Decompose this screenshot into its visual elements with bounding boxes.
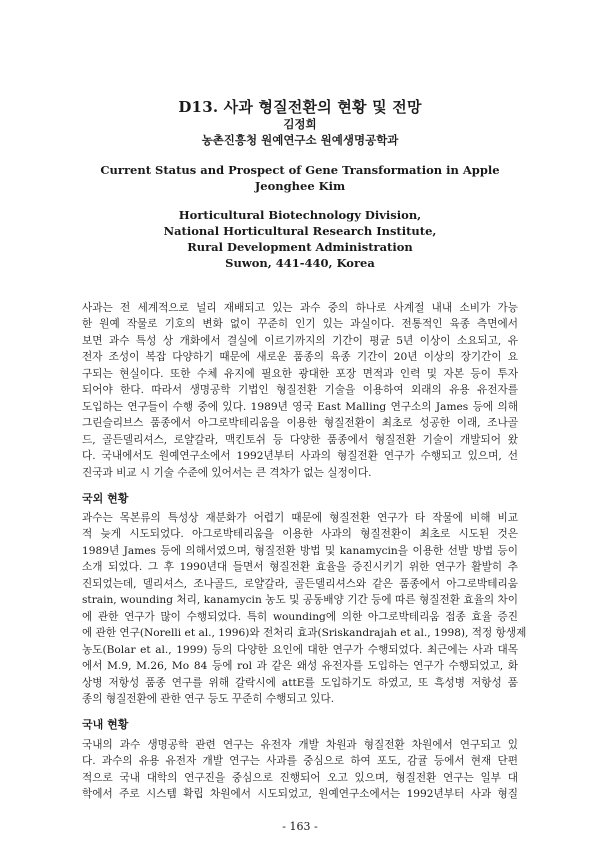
text-line: 진되었는데, 델리셔스, 조나골드, 로얄갈라, 골든델리셔스와 같은 품종에서 아그로박테리움 [82, 577, 518, 590]
author-korean: 김정희 [283, 117, 317, 131]
text-line: 보면 과수 특성 상 개화에서 결실에 이르기까지의 기간이 평균 5년 이상이 소요되고, 유 [82, 334, 518, 347]
affiliation-line: Horticultural Biotechnology Division, [178, 208, 422, 222]
text-line: 종의 형질전환에 관한 연구 등도 꾸준히 수행되고 있다. [82, 692, 335, 705]
affiliation-line: National Horticultural Research Institute, [163, 224, 437, 238]
text-line: 구되는 현실이다. 또한 수체 유지에 필요한 광대한 포장 면적과 인력 및 자본 등이 투자 [82, 367, 518, 380]
text-line: 다. 과수의 유용 유전자 개발 연구는 사과를 중심으로 하여 포도, 감귤 등에서 현재 단편 [82, 755, 518, 768]
paper-title: D13. 사과 형질전환의 현황 및 전망 [178, 98, 422, 116]
text-line: 에서 M.9, M.26, Mo 84 등에 rol 과 같은 왜성 유전자를 도입하는 연구가 수행되었고, 화 [82, 660, 518, 673]
text-line: 한 원예 작물로 기호의 변화 없이 꾸준히 인기 있는 과실이다. 전통적인 육종 측면에서 [82, 318, 518, 331]
paper-title-english: Current Status and Prospect of Gene Transformation in Apple [100, 163, 500, 177]
text-line: 전자 조성이 복잡 다양하기 때문에 새로운 품종의 육종 기간이 20년 이상의 장기간이 요 [82, 351, 518, 364]
text-line: 드, 골든델리셔스, 로얄갈라, 맥킨토쉬 등 다양한 품종에서 형질전환 기술이 개발되어 왔 [82, 433, 518, 446]
section-heading-domestic: 국내 현황 [82, 718, 129, 731]
affiliation-english [0, 207, 600, 271]
section-domestic-paragraph [82, 737, 518, 803]
text-line: 사과는 전 세계적으로 널리 재배되고 있는 과수 중의 하나로 사계절 내내 소비가 가능 [82, 302, 518, 314]
text-line: 다. 국내에서도 원예연구소에서 1992년부터 사과의 형질전환 연구가 수행되고 있으며, 선 [82, 450, 518, 463]
text-line: 과수는 목본류의 특성상 재분화가 어렵기 때문에 형질전환 연구가 타 작물에 비해 비교 [82, 512, 518, 524]
text-line: strain, wounding 처리, kanamycin 농도 및 공동배양 기간 등에 따른 형질전환 효율의 차이 [82, 594, 518, 607]
text-line: 학에서 주로 시스템 확립 차원에서 시도되었고, 원예연구소에서는 1992년부터 사과 형질 [82, 788, 518, 801]
affiliation-line: Rural Development Administration [187, 240, 413, 254]
abstract-paragraph [82, 300, 518, 481]
text-line: 되어야 한다. 따라서 생명공학 기법인 형질전환 기술을 이용하여 외래의 유용 유전자를 [82, 384, 518, 397]
affiliation-korean: 농촌진흥청 원예연구소 원예생명공학과 [201, 133, 399, 147]
author-english: Jeonghee Kim [254, 179, 346, 193]
affiliation-line: Suwon, 441-440, Korea [225, 256, 375, 270]
section-overseas-paragraph [82, 510, 527, 707]
text-line: 에 관한 연구가 많이 수행되었다. 특히 wounding에 의한 아그로박테리움 접종 효율 증진 [82, 610, 518, 623]
text-line: 적으로 국내 대학의 연구진을 중심으로 진행되어 오고 있으며, 형질전환 연구는 일부 대 [82, 771, 518, 784]
text-line: 소개 되었다. 그 후 1990년대 들면서 형질전환 효율을 증진시키기 위한 연구가 활발히 추 [82, 561, 518, 574]
text-line: 그린슬리브스 품종에서 아그로박테리움을 이용한 형질전환이 최초로 성공한 이래, 조나골 [82, 417, 518, 430]
text-line: 1989년 James 등에 의해서였으며, 형질전환 방법 및 kanamycin을 이용한 선발 방법 등이 [82, 544, 518, 557]
text-line: 상병 저항성 품종 연구를 위해 갈락시에 attE를 도입하기도 하였고, 또 흑성병 저항성 품 [82, 676, 518, 689]
page-number: - 163 - [282, 820, 318, 833]
text-line: 진국과 비교 시 기술 수준에 있어서는 큰 격차가 없는 실정이다. [82, 466, 372, 479]
text-line: 적 늦게 시도되었다. 아그로박테리움을 이용한 사과의 형질전환이 최초로 시도된 것은 [82, 528, 518, 541]
text-line: 도입하는 연구들이 수행 중에 있다. 1989년 영국 East Malling 연구소의 James 등에 의해 [82, 400, 518, 413]
text-line: 국내의 과수 생명공학 관련 연구는 유전자 개발 차원과 형질전환 차원에서 연구되고 있 [82, 739, 518, 751]
text-line: 에 관한 연구(Norelli et al., 1996)와 전처리 효과(Sriskandrajah et al., 1998), 적정 항생제 [82, 627, 527, 640]
section-heading-overseas: 국외 현황 [82, 492, 129, 505]
text-line: 농도(Bolar et al., 1999) 등의 다양한 요인에 대한 연구가 수행되었다. 최근에는 사과 대목 [82, 643, 518, 656]
